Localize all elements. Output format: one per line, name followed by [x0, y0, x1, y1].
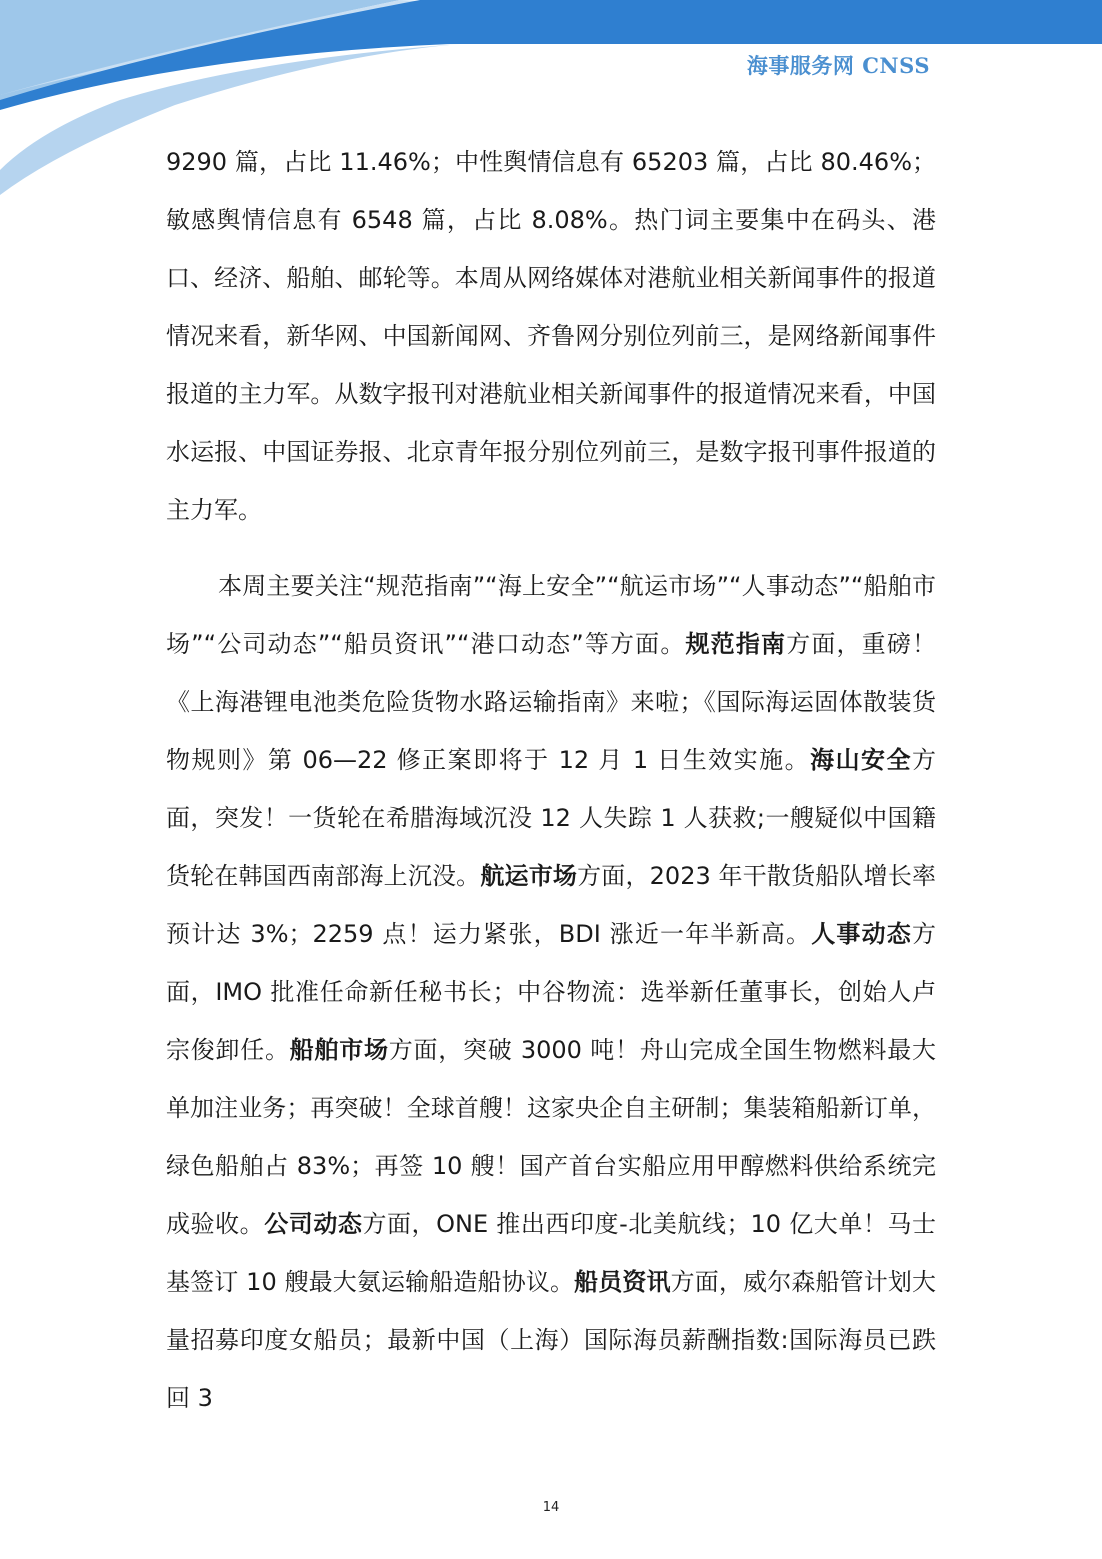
highlight-company-news: 公司动态: [264, 1210, 363, 1238]
header-brand: 海事服务网 CNSS: [746, 53, 930, 78]
paragraph-2: [166, 557, 936, 1427]
text-seafarer-info: 方面，威尔森船管计划大量招募印度女船员；最新中国（上海）国际海员薪酬指数:国际海员已跌回 3: [166, 1268, 937, 1412]
paragraph-1: 9290 篇，占比 11.46%；中性舆情信息有 65203 篇，占比 80.46%；敏感舆情信息有 6548 篇，占比 8.08%。热门词主要集中在码头、港口、经济、船舶、邮轮等。本周从网络媒体对港航业相关新闻事件的报道情况来看，新华网、中国新闻网、齐鲁网分别位列前三，是网络新闻事件报道的主力军。从数字报刊对港航业相关新闻事件的报道情况来看，中国水运报、中国证券报、北京青年报分别位列前三，是数字报刊事件报道的主力军。: [166, 148, 936, 524]
page-number: 14: [542, 1500, 560, 1515]
text-regulation-guide: 方面，重磅！《上海港锂电池类危险货物水路运输指南》来啦；《国际海运固体散装货物规则》第 06—22 修正案即将于 12 月 1 日生效实施。: [166, 630, 937, 774]
highlight-personnel-news: 人事动态: [811, 920, 913, 948]
paragraph-2-intro: 本周主要关注“规范指南”“海上安全”“航运市场”“人事动态”“船舶市场”“公司动态”“船员资讯”“港口动态”等方面。: [166, 572, 936, 658]
text-maritime-safety: 方面，突发！一货轮在希腊海域沉没 12 人失踪 1 人获救;一艘疑似中国籍货轮在韩国西南部海上沉没。: [166, 746, 936, 890]
highlight-maritime-safety: 海山安全: [810, 746, 912, 774]
highlight-regulation-guide: 规范指南: [685, 630, 787, 658]
text-personnel-news: 方面，IMO 批准任命新任秘书长；中谷物流：选举新任董事长，创始人卢宗俊卸任。: [166, 920, 937, 1064]
highlight-ship-market: 船舶市场: [289, 1036, 389, 1064]
highlight-shipping-market: 航运市场: [480, 862, 578, 890]
body-text: [166, 133, 936, 1427]
highlight-seafarer-info: 船员资讯: [574, 1268, 671, 1296]
text-ship-market: 方面，突破 3000 吨！舟山完成全国生物燃料最大单加注业务；再突破！全球首艘！这家央企自主研制；集装箱船新订单，绿色船舶占 83%；再签 10 艘！国产首台实船应用甲醇燃料供给系统完成验收。: [166, 1036, 937, 1238]
text-shipping-market: 方面，2023 年干散货船队增长率预计达 3%；2259 点！运力紧张，BDI 涨近一年半新高。: [166, 862, 937, 948]
text-company-news: 方面，ONE 推出西印度-北美航线；10 亿大单！马士基签订 10 艘最大氨运输船造船协议。: [166, 1210, 936, 1296]
